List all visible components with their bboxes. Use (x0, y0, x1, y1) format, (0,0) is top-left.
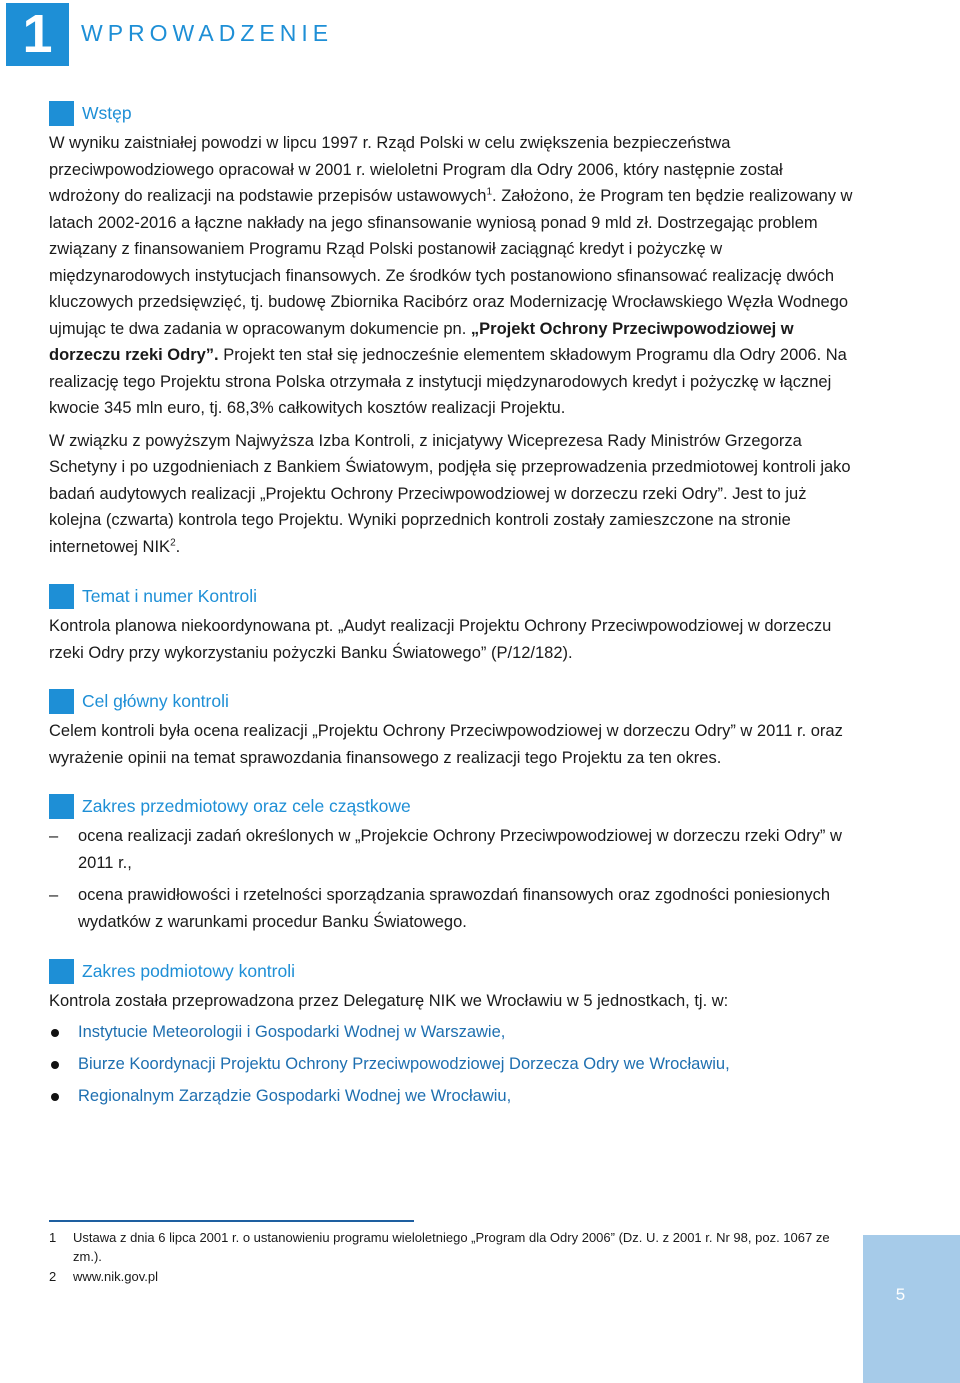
intro-paragraph-2: W związku z powyższym Najwyższa Izba Kontroli, z inicjatywy Wiceprezesa Rady Ministrów Grzegorza Schetyny i po uzgodnieniach z Bankiem Światowym, podjęła się przeprowadzenia przedmiotowej kontroli jako badań audytowych realizacji „Projektu Ochrony Przeciwpowodziowej w dorzeczu rzeki Odry”. Jest to już kolejna (czwarta) kontrola tego Projektu. Wyniki poprzednich kontroli zostały zamieszczone na stronie internetowej NIK$^2$. (49, 431, 851, 556)
scope-list (49, 823, 854, 936)
page-number-box (863, 1235, 960, 1383)
section-heading-intro (49, 100, 854, 126)
section-heading-topic (49, 583, 854, 609)
section-square-icon (49, 689, 74, 714)
dash-marker: – (49, 886, 59, 904)
list-item: – ocena prawidłowości i rzetelności sporządzania sprawozdań finansowych oraz zgodności poniesionych wydatków z warunkami procedur Banku Światowego. (49, 882, 854, 936)
section-title: Wstęp (82, 102, 132, 123)
list-item: Biurze Koordynacji Projektu Ochrony Przeciwpowodziowej Dorzecza Odry we Wrocławiu, (49, 1051, 854, 1078)
list-item: Instytucie Meteorologii i Gospodarki Wodnej w Warszawie, (49, 1019, 854, 1046)
section-title: Zakres przedmiotowy oraz cele cząstkowe (82, 795, 411, 816)
footnote: 2 www.nik.gov.pl (49, 1269, 159, 1284)
footnote-ref: 2 (170, 537, 176, 548)
bullet-dot-icon (51, 1029, 59, 1037)
section-title: Temat i numer Kontroli (82, 585, 258, 606)
list-item: Regionalnym Zarządzie Gospodarki Wodnej we Wrocławiu, (49, 1083, 854, 1110)
chapter-title: WPROWADZENIE (81, 20, 334, 46)
nik-link[interactable]: www.nik.gov.pl (73, 1269, 159, 1284)
bullet-dot-icon (51, 1093, 59, 1101)
footnote: 1 Ustawa z dnia 6 lipca 2001 r. o ustanowieniu programu wieloletniego „Program dla Odry 2006” (Dz. U. z 2001 r. Nr 98, poz. 1067 ze zm.). (49, 1230, 830, 1264)
section-heading-scope (49, 793, 854, 819)
bullet-dot-icon (51, 1061, 59, 1069)
page-number: 5 (895, 1285, 906, 1304)
section-title: Cel główny kontroli (82, 690, 229, 711)
topic-paragraph: Kontrola planowa niekoordynowana pt. „Audyt realizacji Projektu Ochrony Przeciwpowodziowej w dorzeczu rzeki Odry przy wykorzystaniu pożyczki Banku Światowego” (P/12/182). (49, 617, 832, 662)
subjects-paragraph: Kontrola została przeprowadzona przez Delegaturę NIK we Wrocławiu w 5 jednostkach, tj. w: (49, 992, 729, 1010)
section-square-icon (49, 794, 74, 819)
list-item: – ocena realizacji zadań określonych w „Projekcie Ochrony Przeciwpowodziowej w dorzeczu rzeki Odry” w 2011 r., (49, 823, 854, 877)
main-content (49, 100, 854, 1115)
section-square-icon (49, 101, 74, 126)
section-square-icon (49, 584, 74, 609)
section-heading-subjects (49, 958, 854, 984)
section-heading-goal (49, 688, 854, 714)
dash-marker: – (49, 827, 59, 845)
intro-paragraph-1: W wyniku zaistniałej powodzi w lipcu 1997 r. Rząd Polski w celu zwiększenia bezpieczeństwa przeciwpowodziowego opracował w 2001 r. wieloletni Program dla Odry 2006, który następnie został wdrożony do realizacji na podstawie przepisów ustawowych$^1$. Założono, że Program ten będzie realizowany w latach 2002-2016 a łączne nakłady na jego sfinansowanie wyniosą ponad 9 mld zł. Dostrzegając problem związany z finansowaniem Programu Rząd Polski postanowił zaciągnąć kredyt i pożyczkę w międzynarodowych instytucjach finansowych. Ze środków tych postanowiono sfinansować realizację dwóch kluczowych przedsięwzięć, tj. budowę Zbiornika Racibórz oraz Modernizację Wrocławskiego Węzła Wodnego ujmując te dwa zadania w opracowanym dokumencie pn. „Projekt Ochrony Przeciwpowodziowej w dorzeczu rzeki Odry”. Projekt ten stał się jednocześnie elementem składowym Programu dla Odry 2006. Na realizację tego Projektu strona Polska otrzymała z instytucji międzynarodowych kredyt i pożyczkę w łącznej kwocie 345 mln euro, tj. 68,3% całkowitych kosztów realizacji Projektu. (49, 134, 853, 417)
chapter-number: 1 (6, 3, 69, 66)
goal-paragraph: Celem kontroli była ocena realizacji „Projektu Ochrony Przeciwpowodziowej w dorzeczu Odry” w 2011 r. oraz wyrażenie opinii na temat sprawozdania finansowego z realizacji tego Projektu za ten okres. (49, 722, 843, 767)
section-square-icon (49, 959, 74, 984)
section-title: Zakres podmiotowy kontroli (82, 960, 295, 981)
footnote-ref: 1 (486, 186, 493, 198)
footnotes (49, 1228, 854, 1287)
footnote-divider (49, 1220, 414, 1222)
project-name-bold: „Projekt Ochrony Przeciwpowodziowej w dorzeczu rzeki Odry”. (49, 319, 794, 364)
subjects-list (49, 1019, 854, 1110)
